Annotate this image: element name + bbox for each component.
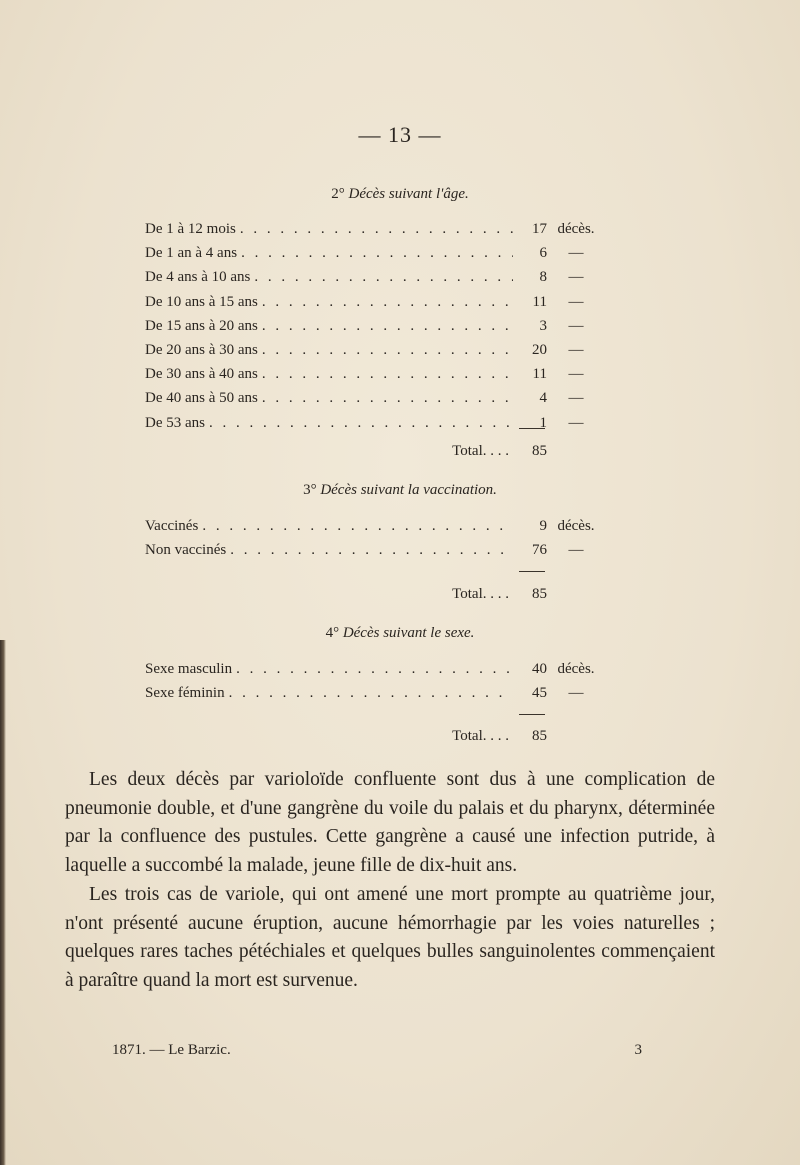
row-unit: — xyxy=(568,342,584,358)
dot-leader xyxy=(241,242,513,264)
total-row-vaccination xyxy=(145,583,605,605)
row-value: 45 xyxy=(532,685,547,702)
row-unit: décès. xyxy=(557,221,595,237)
row-value: 1 xyxy=(539,414,547,431)
section-heading: Décès suivant le sexe. xyxy=(342,625,475,641)
section-heading: Décès suivant l'âge. xyxy=(348,186,469,202)
row-unit: — xyxy=(568,317,584,334)
row-label: Sexe féminin xyxy=(145,685,225,702)
row-value: 11 xyxy=(532,366,547,383)
section-number: 4° xyxy=(325,625,340,641)
body-text xyxy=(65,766,715,996)
dot-leader xyxy=(262,387,513,409)
total-label: Total. . . . xyxy=(452,586,509,602)
row-label: De 20 ans à 30 ans xyxy=(145,342,258,358)
row-unit: décès. xyxy=(557,518,595,534)
table-row xyxy=(145,218,605,240)
dot-leader xyxy=(236,658,513,680)
row-value: 40 xyxy=(532,661,547,677)
dot-leader xyxy=(262,315,513,337)
table-row xyxy=(145,339,605,361)
row-value: 6 xyxy=(539,245,547,262)
row-label: De 1 à 12 mois xyxy=(145,221,236,237)
section-title-vaccination xyxy=(0,482,800,499)
row-unit: — xyxy=(568,390,584,407)
footer-signature: 1871. — Le Barzic. xyxy=(112,1042,231,1058)
paragraph: Les deux décès par varioloïde confluente sont dus à une complication de pneumonie double, et d'une gangrène du voile du palais et du pharynx, déterminée par la confluence des pustules. Cette gangrène a causé une infection putride, à laquelle a succombé la malade, jeune fille de dix-huit ans. xyxy=(65,769,715,877)
dot-leader xyxy=(254,266,513,288)
section-title-age xyxy=(0,186,800,203)
row-value: 17 xyxy=(532,221,547,237)
section-number: 2° xyxy=(331,186,345,202)
table-row xyxy=(145,539,605,561)
total-value: 85 xyxy=(532,728,547,744)
dot-leader xyxy=(262,291,513,313)
row-label: De 4 ans à 10 ans xyxy=(145,269,251,286)
row-label: De 40 ans à 50 ans xyxy=(145,390,258,407)
section-number: 3° xyxy=(303,482,317,498)
total-row-age xyxy=(145,440,605,462)
section-title-sex xyxy=(0,625,800,642)
table-row xyxy=(145,387,605,409)
table-row xyxy=(145,363,605,385)
total-label: Total. . . . xyxy=(452,728,509,744)
row-unit: — xyxy=(568,685,584,702)
row-label: De 30 ans à 40 ans xyxy=(145,366,258,383)
total-value: 85 xyxy=(532,586,547,602)
table-row xyxy=(145,242,605,264)
row-label: De 15 ans à 20 ans xyxy=(145,317,258,334)
row-label: De 10 ans à 15 ans xyxy=(145,293,258,310)
row-unit: — xyxy=(568,269,584,286)
row-value: 3 xyxy=(539,317,547,334)
table-row xyxy=(145,291,605,313)
dot-leader xyxy=(262,363,513,385)
table-row xyxy=(145,658,605,680)
page-footer xyxy=(112,1042,642,1059)
row-label: Sexe masculin xyxy=(145,661,233,677)
row-label: Non vaccinés xyxy=(145,542,227,559)
dot-leader xyxy=(240,218,513,240)
sum-rule xyxy=(519,714,545,715)
dot-leader xyxy=(202,515,513,537)
row-unit: — xyxy=(568,366,584,383)
row-unit: — xyxy=(568,414,584,431)
page-number: — 13 — xyxy=(358,122,442,147)
table-row xyxy=(145,412,605,434)
dot-leader xyxy=(230,539,513,561)
section-heading: Décès suivant la vaccination. xyxy=(320,482,497,498)
table-row xyxy=(145,266,605,288)
row-label: De 53 ans xyxy=(145,414,205,431)
page-binding-edge xyxy=(0,640,6,1165)
row-value: 76 xyxy=(532,542,547,559)
footer-signature-mark: 3 xyxy=(634,1042,642,1058)
row-value: 8 xyxy=(539,269,547,286)
row-unit: — xyxy=(568,245,584,262)
dot-leader xyxy=(209,412,513,434)
sum-rule xyxy=(519,428,545,429)
total-row-sex xyxy=(145,725,605,747)
dot-leader xyxy=(262,339,513,361)
row-unit: — xyxy=(568,293,584,310)
row-value: 9 xyxy=(539,518,547,534)
total-value: 85 xyxy=(532,443,547,459)
row-unit: décès. xyxy=(557,661,595,677)
dot-leader xyxy=(229,682,513,704)
total-label: Total. . . . xyxy=(452,443,509,459)
table-row xyxy=(145,315,605,337)
table-row xyxy=(145,682,605,704)
table-row xyxy=(145,515,605,537)
row-value: 11 xyxy=(532,293,547,310)
row-label: Vaccinés xyxy=(145,518,199,534)
row-value: 4 xyxy=(539,390,547,407)
row-unit: — xyxy=(568,542,584,559)
row-value: 20 xyxy=(532,342,547,358)
paragraph: Les trois cas de variole, qui ont amené une mort prompte au quatrième jour, n'ont présenté aucune éruption, aucune hémorrhagie par les voies naturelles ; quelques rares taches pétéchiales et quelques bulles sanguinolentes commençaient à paraître quand la mort est survenue. xyxy=(65,883,715,991)
row-label: De 1 an à 4 ans xyxy=(145,245,238,262)
sum-rule xyxy=(519,571,545,572)
